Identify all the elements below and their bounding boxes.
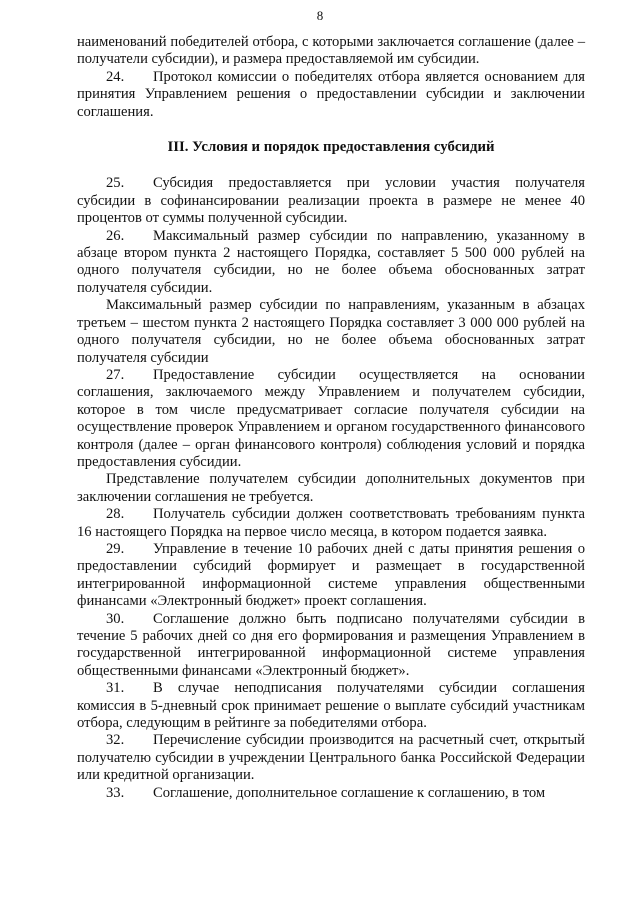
paragraph-27-second: Представление получателем субсидии дополнительных документов при заключении соглашения не требуется. [77, 471, 585, 505]
paragraph-33: 33. Соглашение, дополнительное соглашение к соглашению, в том [106, 784, 546, 801]
paragraph-continuation: наименований победителей отбора, с которыми заключается соглашение (далее – получатели субсидии), и размера предоставляемой им субсидии. [77, 34, 585, 68]
page-number: 8 [316, 8, 324, 23]
paragraph-27: 27. Предоставление субсидии осуществляется на основании соглашения, заключаемого между Управлением и получателем субсидии, которое в том числе предусматривает согласие получателя субсидии на осуществление проверок Управлением и органом государственного финансового контроля (далее – орган финансового контроля) соблюдения условий и порядка предоставления субсидии. [77, 366, 585, 470]
paragraph-25: 25. Субсидия предоставляется при условии участия получателя субсидии в софинансировании реализации проекта в размере не менее 40 процентов от суммы полученной субсидии. [77, 175, 585, 227]
paragraph-26: 26. Максимальный размер субсидии по направлению, указанному в абзаце втором пункта 2 настоящего Порядка, составляет 5 500 000 рублей на одного получателя субсидии, но не более объема обоснованных затрат получателя субсидии. [77, 227, 585, 296]
paragraph-32: 32. Перечисление субсидии производится на расчетный счет, открытый получателю субсидии в учреждении Центрального банка Российской Федерации или кредитной организации. [77, 732, 585, 784]
paragraph-26-second: Максимальный размер субсидии по направлениям, указанным в абзацах третьем – шестом пункта 2 настоящего Порядка составляет 3 000 000 рублей на одного получателя субсидии, но не более объема обоснованных затрат получателя субсидии [77, 297, 585, 366]
paragraph-28: 28. Получатель субсидии должен соответствовать требованиям пункта 16 настоящего Порядка на первое число месяца, в котором подается заявка. [77, 506, 585, 540]
paragraph-29: 29. Управление в течение 10 рабочих дней с даты принятия решения о предоставлении субсидий формирует и размещает в государственной интегрированной информационной системе управления общественными финансами «Электронный бюджет» проект соглашения. [77, 540, 585, 610]
document-body [77, 34, 585, 802]
paragraph-31: 31. В случае неподписания получателями субсидии соглашения комиссия в 5-дневный срок принимает решение о выплате субсидий участникам отбора, следующим в рейтинге за победителями отбора. [77, 680, 585, 732]
paragraph-30: 30. Соглашение должно быть подписано получателями субсидии в течение 5 рабочих дней со дня его формирования и размещения Управлением в государственной интегрированной информационной системе управления общественными финансами «Электронный бюджет». [77, 610, 585, 679]
paragraph-24: 24. Протокол комиссии о победителях отбора является основанием для принятия Управлением решения о предоставлении субсидии и заключении соглашения. [77, 68, 585, 120]
section-heading: III. Условия и порядок предоставления субсидий [167, 139, 495, 156]
